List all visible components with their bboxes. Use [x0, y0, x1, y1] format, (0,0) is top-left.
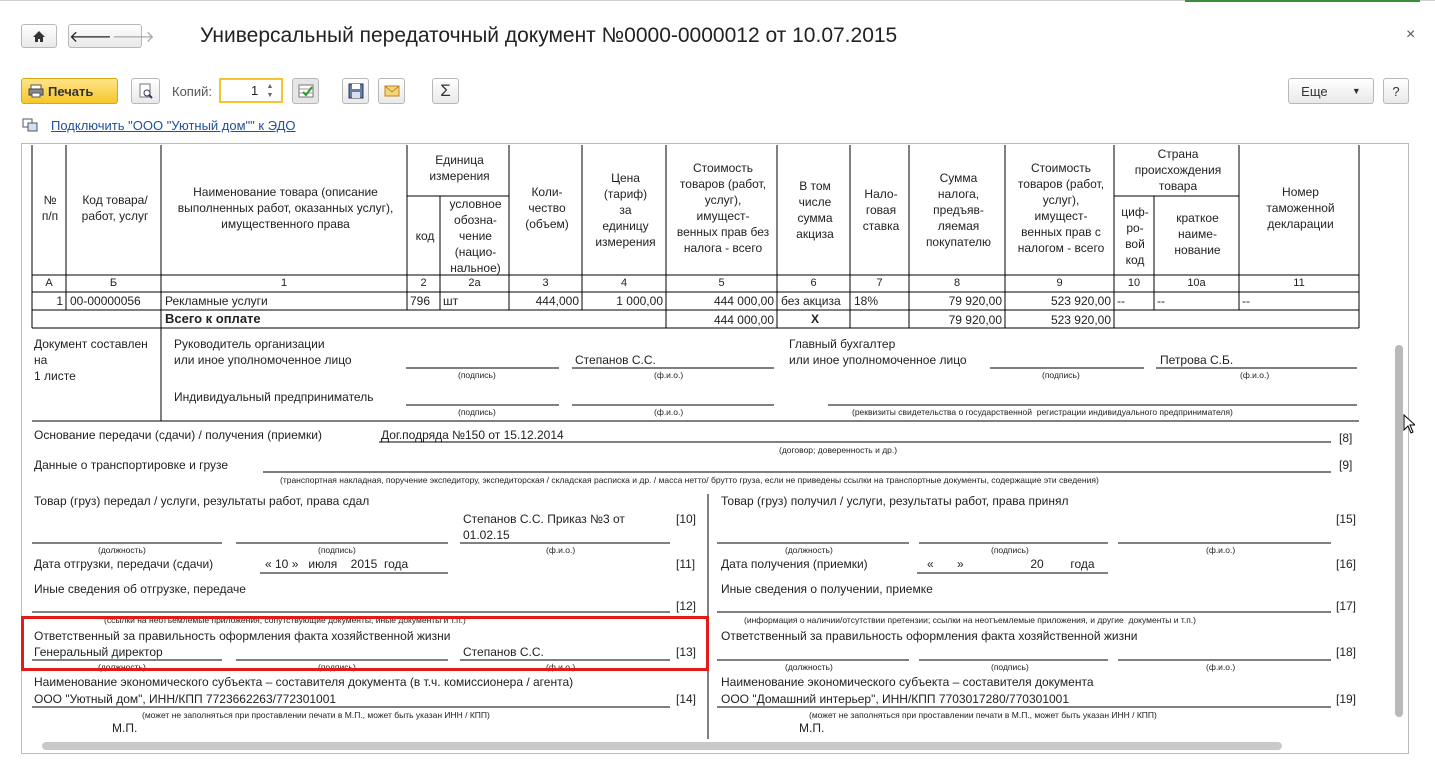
- other-recv-label: Иные сведения о получении, приемке: [721, 582, 933, 596]
- n17: [17]: [1336, 599, 1357, 613]
- basis-label: Основание передачи (сдачи) / получения (приемки): [34, 428, 322, 442]
- n16: [16]: [1336, 557, 1357, 571]
- n10: [10]: [676, 512, 697, 526]
- sub-sign: (подпись): [991, 545, 1029, 555]
- n19: [19]: [1336, 692, 1357, 706]
- preview-button[interactable]: [131, 78, 160, 104]
- transport-label: Данные о транспортировке и грузе: [34, 458, 229, 472]
- basis-num: [8]: [1339, 431, 1353, 445]
- col-number: 7: [876, 277, 883, 289]
- basis-value: Дог.подряда №150 от 15.12.2014: [381, 428, 564, 442]
- resp-right-label: Ответственный за правильность оформления факта хозяйственной жизни: [721, 629, 1138, 643]
- ship-date: « 10 » июля 2015 года: [265, 557, 409, 571]
- other-ship-sub: (ссылки на неотъемлемые приложения, сопутствующие документы, иные документы и т.п.): [104, 615, 466, 625]
- hdr-rate: Нало- говая ставка: [862, 187, 900, 233]
- col-number: 1: [280, 277, 288, 289]
- mp-right: М.П.: [799, 721, 825, 735]
- row-tax: 79 920,00: [948, 294, 1002, 308]
- copies-label: Копий:: [172, 84, 212, 99]
- passed-name: Степанов С.С. Приказ №3 от 01.02.15: [463, 512, 625, 542]
- sub-fio: (ф.и.о.): [546, 545, 576, 555]
- row-customs: --: [1242, 294, 1250, 308]
- n18: [18]: [1336, 645, 1357, 659]
- n12: [12]: [676, 599, 697, 613]
- sub-pos: (должность): [785, 662, 833, 672]
- col-number: 2: [420, 277, 427, 289]
- sub-sign: (подпись): [318, 545, 356, 555]
- transport-sub: (транспортная накладная, поручение экспедитору, экспедиторская / складская расписка и др. / масса нетто/ брутто груза, если не приведены ссылки на транспортные документы, содержащие эти сведения): [280, 475, 1099, 485]
- copies-value: 1: [251, 83, 259, 98]
- n14: [14]: [676, 692, 697, 706]
- col-number: 10а: [1187, 277, 1206, 289]
- entity-left-sub: (может не заполняться при проставлении печати в М.П., может быть указан ИНН / КПП): [142, 710, 490, 720]
- other-recv-sub: (информация о наличии/отсутствии претензии; ссылки на неотъемлемые приложения, и другие документы и т.п.): [744, 615, 1196, 625]
- hdr-country-code: циф- ро- вой код: [1121, 205, 1149, 267]
- passed-label: Товар (груз) передал / услуги, результаты работ, права сдал: [34, 494, 370, 508]
- col-number: 8: [953, 277, 961, 289]
- entity-left-value: ООО "Уютный дом", ИНН/КПП 7723662263/772301001: [34, 692, 337, 706]
- mouse-cursor-icon: [1403, 414, 1415, 434]
- hdr-code: Код товара/ работ, услуг: [81, 193, 149, 223]
- print-label: Печать: [48, 83, 94, 99]
- accountant-label: Главный бухгалтер или иное уполномоченное лицо: [789, 337, 967, 367]
- accountant-name: Петрова С.Б.: [1160, 353, 1234, 367]
- totals-tax: 79 920,00: [948, 313, 1002, 327]
- col-number: 9: [1056, 277, 1063, 289]
- document-title: Универсальный передаточный документ №0000-0000012 от 10.07.2015: [200, 24, 898, 47]
- totals-cost: 444 000,00: [713, 313, 774, 327]
- row-unit-name: шт: [443, 294, 459, 308]
- row-num: 1: [56, 294, 63, 308]
- row-country-code: --: [1117, 294, 1125, 308]
- hdr-tax: Сумма налога, предъяв- ляемая покупателю: [925, 171, 992, 249]
- row-rate: 18%: [854, 294, 879, 308]
- entity-right-label: Наименование экономического субъекта – составителя документа: [721, 675, 1094, 689]
- sub-fio: (ф.и.о.): [1206, 662, 1236, 672]
- forward-arrow-icon[interactable]: 🡒: [111, 28, 155, 46]
- more-label: Еще: [1301, 83, 1328, 99]
- n13: [13]: [676, 645, 697, 659]
- vertical-scrollbar[interactable]: [1395, 345, 1403, 717]
- n15: [15]: [1336, 512, 1357, 526]
- ship-date-label: Дата отгрузки, передачи (сдачи): [34, 557, 214, 571]
- row-country-name: --: [1157, 294, 1165, 308]
- edo-connect-link[interactable]: Подключить "ООО "Уютный дом"" к ЭДО: [51, 118, 296, 133]
- entity-right-sub: (может не заполняться при проставлении печати в М.П., может быть указан ИНН / КПП): [809, 710, 1157, 720]
- copies-spinner[interactable]: ▲ ▼: [266, 83, 274, 99]
- col-number: 2а: [468, 277, 481, 289]
- hdr-country: Страна происхождения товара: [1134, 147, 1222, 193]
- sub-sign: (подпись): [991, 662, 1029, 672]
- col-number: 3: [542, 277, 549, 289]
- head-name: Степанов С.С.: [575, 353, 656, 367]
- sub-req: (реквизиты свидетельства о государственной регистрации индивидуального предпринимателя): [852, 407, 1233, 417]
- help-button[interactable]: ?: [1383, 78, 1409, 104]
- dropdown-arrow-icon: ▼: [1351, 86, 1361, 96]
- sub-sign: (подпись): [458, 407, 496, 417]
- row-code: 00-00000056: [70, 294, 141, 308]
- hdr-country-name: краткое наиме- нование: [1174, 211, 1221, 257]
- sub-fio: (ф.и.о.): [654, 370, 684, 380]
- entity-right-value: ООО "Домашний интерьер", ИНН/КПП 7703017280/770301001: [721, 692, 1070, 706]
- row-qty: 444,000: [535, 294, 579, 308]
- row-excise: без акциза: [781, 294, 841, 308]
- resp-left-position: Генеральный директор: [34, 645, 163, 659]
- col-number: 6: [810, 277, 817, 289]
- sigma-icon: Σ: [440, 81, 451, 100]
- doc-made-label: Документ составлен на 1 листе: [34, 337, 148, 383]
- hdr-unit-name: условное обозна- чение (нацио- нальное): [449, 197, 502, 275]
- col-number: 10: [1127, 277, 1141, 289]
- sub-fio: (ф.и.о.): [1240, 370, 1270, 380]
- hdr-cost: Стоимость товаров (работ, услуг), имущест- венных прав без налога - всего: [676, 161, 770, 255]
- hdr-num: № п/п: [41, 193, 59, 223]
- resp-left-label: Ответственный за правильность оформления факта хозяйственной жизни: [34, 629, 451, 643]
- envelope-icon: [384, 85, 400, 97]
- home-button[interactable]: [21, 24, 57, 48]
- highlight-responsible-block: [21, 616, 709, 671]
- mp-left: М.П.: [112, 721, 138, 735]
- head-label: Руководитель организации или иное уполномоченное лицо: [174, 337, 352, 367]
- sub-fio: (ф.и.о.): [654, 407, 684, 417]
- sub-sign: (подпись): [1042, 370, 1080, 380]
- hdr-unit: Единица измерения: [429, 153, 490, 183]
- sub-pos: (должность): [98, 662, 146, 672]
- table-check-icon: [298, 83, 314, 99]
- hdr-qty: Коли- чество (объем): [525, 185, 569, 231]
- other-ship-label: Иные сведения об отгрузке, передаче: [34, 582, 246, 596]
- col-number: 4: [620, 277, 628, 289]
- resp-left-name: Степанов С.С.: [463, 645, 544, 659]
- row-name: Рекламные услуги: [165, 294, 268, 308]
- sub-pos: (должность): [785, 545, 833, 555]
- totals-total: 523 920,00: [1050, 313, 1111, 327]
- hdr-customs: Номер таможенной декларации: [1266, 185, 1335, 231]
- more-button[interactable]: [1288, 78, 1374, 104]
- hdr-excise: В том числе сумма акциза: [796, 179, 834, 241]
- floppy-icon: [348, 83, 364, 99]
- active-tab-indicator: [1185, 0, 1420, 2]
- recv-date-label: Дата получения (приемки): [721, 557, 868, 571]
- nav-buttons: [68, 24, 155, 48]
- sub-pos: (должность): [98, 545, 146, 555]
- hdr-price: Цена (тариф) за единицу измерения: [595, 171, 656, 249]
- home-icon: [32, 30, 46, 43]
- edo-connect-icon[interactable]: [22, 118, 38, 132]
- horizontal-scrollbar[interactable]: [42, 742, 1282, 750]
- sum-button[interactable]: [432, 78, 459, 104]
- close-icon[interactable]: ×: [1406, 26, 1416, 43]
- back-arrow-icon[interactable]: 🡐: [69, 28, 112, 46]
- print-button[interactable]: [21, 78, 118, 104]
- printer-icon: [28, 84, 44, 98]
- hdr-total: Стоимость товаров (работ, услуг), имущест- венных прав с налогом - всего: [1017, 161, 1105, 255]
- received-label: Товар (груз) получил / услуги, результаты работ, права принял: [721, 494, 1069, 508]
- col-number: Б: [109, 277, 118, 289]
- basis-sub: (договор; доверенность и др.): [779, 445, 898, 455]
- entity-left-label: Наименование экономического субъекта – составителя документа (в т.ч. комиссионера / агента): [34, 675, 574, 689]
- recv-date: « » 20 года: [927, 557, 1095, 571]
- magnifier-page-icon: [138, 83, 154, 99]
- sub-fio: (ф.и.о.): [1206, 545, 1236, 555]
- col-number: А: [45, 277, 53, 289]
- hdr-name: Наименование товара (описание выполненных работ, оказанных услуг), имущественного права: [177, 185, 394, 231]
- row-cost: 444 000,00: [713, 294, 774, 308]
- email-button[interactable]: [378, 78, 405, 104]
- hdr-unit-code: код: [415, 229, 435, 243]
- sub-sign: (подпись): [458, 370, 496, 380]
- transport-num: [9]: [1339, 458, 1353, 472]
- totals-excise: X: [810, 312, 819, 326]
- row-unit-code: 796: [410, 294, 431, 308]
- col-number: 5: [718, 277, 725, 289]
- sub-fio: (ф.и.о.): [546, 662, 576, 672]
- col-number: 11: [1293, 277, 1305, 289]
- ip-label: Индивидуальный предприниматель: [174, 390, 374, 404]
- sub-sign: (подпись): [318, 662, 356, 672]
- fit-button[interactable]: [292, 78, 319, 104]
- row-price: 1 000,00: [616, 294, 663, 308]
- n11: [11]: [676, 557, 696, 571]
- copies-input[interactable]: [219, 78, 283, 103]
- save-button[interactable]: [342, 78, 369, 104]
- row-total: 523 920,00: [1050, 294, 1111, 308]
- totals-label: Всего к оплате: [165, 311, 261, 326]
